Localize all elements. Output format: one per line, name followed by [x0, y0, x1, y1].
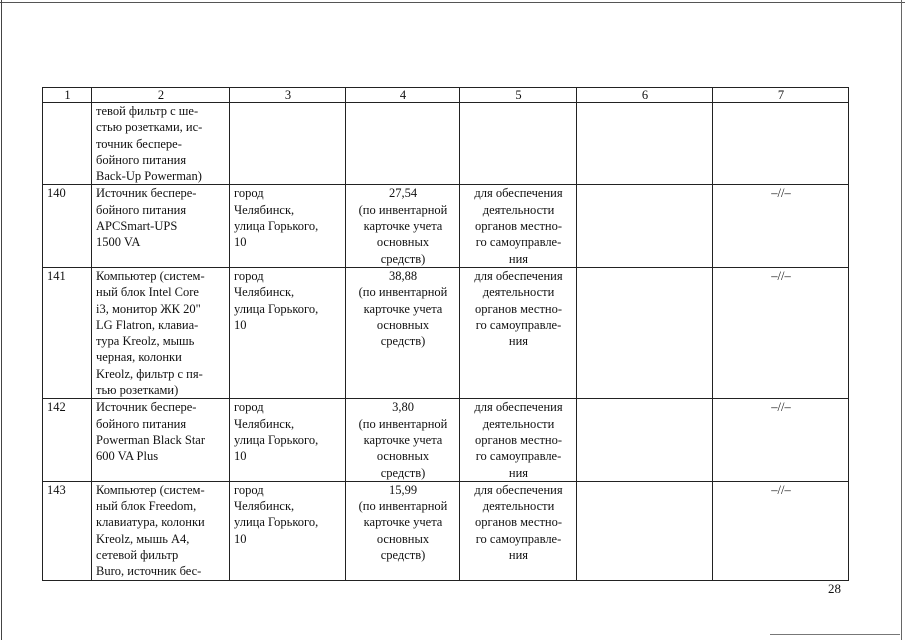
address-line: улица Горького, — [234, 219, 319, 234]
cost-note-line: основных — [376, 449, 430, 464]
column-6-cell — [577, 185, 713, 267]
cost-note-line: (по инвентарной — [358, 499, 448, 514]
column-6-cell — [577, 481, 713, 580]
purpose-line: для обеспечения — [474, 400, 563, 415]
purpose-line: для обеспечения — [474, 186, 563, 201]
address-line: 10 — [234, 531, 247, 546]
cost-value: 38,88 — [388, 268, 418, 283]
purpose-line: ния — [508, 548, 529, 563]
name-cell — [92, 103, 230, 185]
scan-edge-bottom — [770, 634, 900, 635]
purpose-cell — [460, 399, 577, 481]
address-line: улица Горького, — [234, 432, 319, 447]
cost-cell — [346, 103, 460, 185]
cost-cell — [346, 481, 460, 580]
purpose-line: ния — [508, 465, 529, 480]
cost-cell — [346, 399, 460, 481]
cost-note-line: карточке учета — [363, 219, 443, 234]
purpose-line: деятельности — [482, 499, 555, 514]
purpose-line: деятельности — [482, 202, 555, 217]
cost-note-line: средств) — [380, 465, 426, 480]
note-cell: –//– — [713, 185, 849, 267]
table-row — [43, 399, 849, 481]
name-line: Компьютер (систем- — [96, 268, 205, 283]
row-number: 141 — [43, 267, 92, 398]
cost-note-line: средств) — [380, 334, 426, 349]
cost-note-line: (по инвентарной — [358, 202, 448, 217]
note-cell: –//– — [713, 481, 849, 580]
address-cell — [230, 399, 346, 481]
note-cell: –//– — [713, 267, 849, 398]
address-line: Челябинск, — [234, 499, 295, 514]
purpose-line: для обеспечения — [474, 268, 563, 283]
purpose-line: органов местно- — [474, 432, 563, 447]
name-line: Buro, источник бес- — [96, 564, 202, 579]
column-6-cell — [577, 399, 713, 481]
name-line: 1500 VA — [96, 235, 141, 250]
cost-note-line: карточке учета — [363, 301, 443, 316]
purpose-line: органов местно- — [474, 515, 563, 530]
cost-note-line: (по инвентарной — [358, 285, 448, 300]
purpose-line: ния — [508, 251, 529, 266]
row-number: 140 — [43, 185, 92, 267]
name-line: стью розетками, ис- — [96, 120, 203, 135]
column-number: 7 — [713, 88, 849, 103]
name-line: клавиатура, колонки — [96, 515, 205, 530]
name-line: i3, монитор ЖК 20" — [96, 301, 201, 316]
column-number: 6 — [577, 88, 713, 103]
column-number: 5 — [460, 88, 577, 103]
table-row — [43, 185, 849, 267]
scan-edge-left — [1, 0, 2, 640]
name-line: 600 VA Plus — [96, 449, 159, 464]
cost-note-line: карточке учета — [363, 432, 443, 447]
name-line: Kreolz, мышь A4, — [96, 531, 190, 546]
name-cell — [92, 481, 230, 580]
cost-value: 27,54 — [388, 186, 418, 201]
name-line: бойного питания — [96, 202, 187, 217]
address-line: 10 — [234, 449, 247, 464]
name-line: тура Kreolz, мышь — [96, 334, 195, 349]
cost-value: 3,80 — [392, 400, 414, 415]
name-line: тевой фильтр с ше- — [96, 104, 199, 118]
column-number: 1 — [43, 88, 92, 103]
column-number: 2 — [92, 88, 230, 103]
property-table — [42, 87, 849, 581]
address-line: город — [234, 400, 264, 415]
address-line: город — [234, 482, 264, 497]
purpose-line: ния — [508, 334, 529, 349]
name-line: Источник беспере- — [96, 400, 197, 415]
address-cell — [230, 185, 346, 267]
address-line: Челябинск, — [234, 285, 295, 300]
note-cell: –//– — [713, 399, 849, 481]
purpose-line: деятельности — [482, 416, 555, 431]
name-line: бойного питания — [96, 152, 187, 167]
table-row — [43, 481, 849, 580]
purpose-cell — [460, 185, 577, 267]
purpose-line: го самоуправле- — [475, 531, 562, 546]
purpose-line: го самоуправле- — [475, 317, 562, 332]
address-line: 10 — [234, 235, 247, 250]
scan-edge-right — [901, 0, 902, 640]
purpose-line: органов местно- — [474, 301, 563, 316]
name-line: Компьютер (систем- — [96, 482, 205, 497]
name-line: бойного питания — [96, 416, 187, 431]
page-number: 28 — [828, 581, 841, 596]
purpose-cell — [460, 267, 577, 398]
address-line: улица Горького, — [234, 515, 319, 530]
name-line: Back-Up Powerman) — [96, 169, 202, 184]
address-cell — [230, 481, 346, 580]
row-number: 143 — [43, 481, 92, 580]
purpose-line: деятельности — [482, 285, 555, 300]
name-line: ный блок Intel Core — [96, 285, 199, 300]
address-line: город — [234, 186, 264, 201]
purpose-line: органов местно- — [474, 219, 563, 234]
number-cell — [43, 103, 92, 185]
purpose-cell — [460, 481, 577, 580]
table-row-continued — [43, 103, 849, 185]
name-line: сетевой фильтр — [96, 548, 179, 563]
scan-edge-top — [0, 2, 905, 3]
purpose-line: для обеспечения — [474, 482, 563, 497]
name-line: APCSmart-UPS — [96, 219, 178, 234]
table-row — [43, 267, 849, 398]
address-line: 10 — [234, 317, 247, 332]
name-line: LG Flatron, клавиа- — [96, 317, 199, 332]
cost-value: 15,99 — [388, 482, 418, 497]
cost-note-line: (по инвентарной — [358, 416, 448, 431]
column-number: 4 — [346, 88, 460, 103]
name-line: тью розетками) — [96, 383, 179, 398]
purpose-line: го самоуправле- — [475, 449, 562, 464]
name-cell — [92, 185, 230, 267]
address-line: улица Горького, — [234, 301, 319, 316]
row-number: 142 — [43, 399, 92, 481]
cost-note-line: основных — [376, 317, 430, 332]
name-line: Источник беспере- — [96, 186, 197, 201]
address-cell — [230, 103, 346, 185]
name-line: черная, колонки — [96, 350, 182, 365]
cost-cell — [346, 185, 460, 267]
address-line: город — [234, 268, 264, 283]
cost-note-line: карточке учета — [363, 515, 443, 530]
column-6-cell — [577, 267, 713, 398]
cost-note-line: основных — [376, 235, 430, 250]
purpose-cell — [460, 103, 577, 185]
cost-note-line: основных — [376, 531, 430, 546]
cost-note-line: средств) — [380, 251, 426, 266]
name-line: Kreolz, фильтр с пя- — [96, 366, 203, 381]
cost-note-line: средств) — [380, 548, 426, 563]
column-number: 3 — [230, 88, 346, 103]
address-line: Челябинск, — [234, 202, 295, 217]
column-number-row — [43, 88, 849, 103]
name-cell — [92, 399, 230, 481]
note-cell — [713, 103, 849, 185]
name-cell — [92, 267, 230, 398]
cost-cell — [346, 267, 460, 398]
purpose-line: го самоуправле- — [475, 235, 562, 250]
address-cell — [230, 267, 346, 398]
name-line: точник беспере- — [96, 136, 182, 151]
name-line: ный блок Freedom, — [96, 499, 197, 514]
column-6-cell — [577, 103, 713, 185]
address-line: Челябинск, — [234, 416, 295, 431]
name-line: Powerman Black Star — [96, 432, 206, 447]
